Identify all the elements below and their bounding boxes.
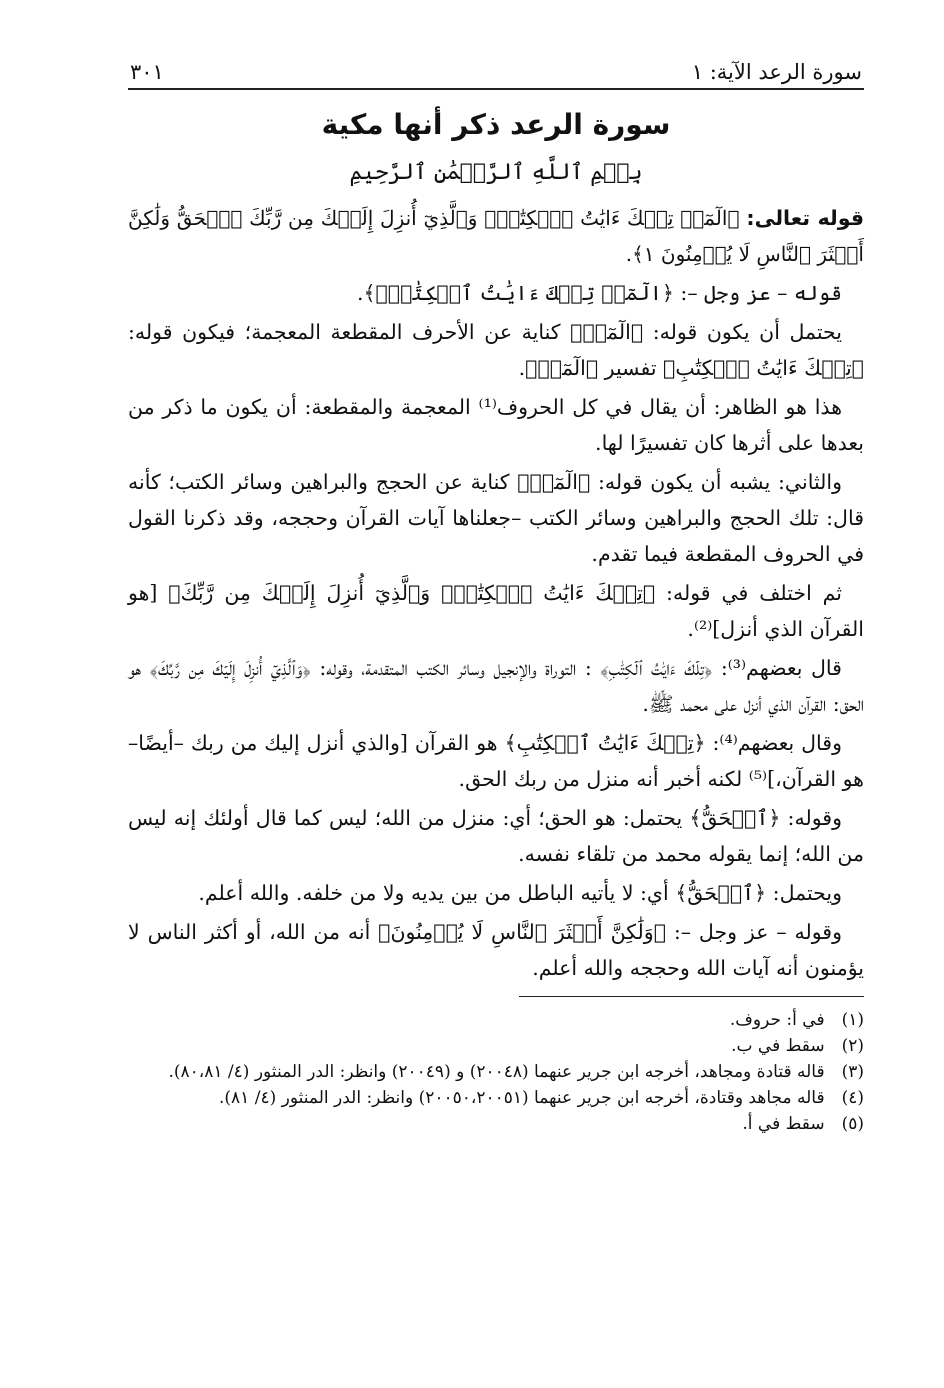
paragraph-6: قال بعضهم⁽³⁾: ﴿تِلۡكَ ءَايَٰتُ ٱلۡكِتَٰبِ﴾ : التوراة والإنجيل وسائر الكتب المتقدمة، وقوله: ﴿وَٱلَّذِيٓ أُنزِلَ إِلَيۡكَ مِن رَّبِّكَ﴾ هو الحق: القرآن الذي أنزل على محمد ﷺ. <box>128 656 864 716</box>
footnote <box>128 1059 864 1085</box>
paragraph-4: والثاني: يشبه أن يكون قوله: ﴿الٓمٓرۚ﴾ كناية عن الحجج والبراهين وسائر الكتب؛ كأنه قال: تلك الحجج والبراهين وسائر الكتب –جعلناها آيات القرآن وحججه، وقد ذكرنا القول في الحروف المقطعة فيما تقدم. <box>128 470 864 566</box>
book-page <box>128 50 864 1137</box>
paragraph-10: وقوله – عز وجل –: ﴿وَلَٰكِنَّ أَكۡثَرَ ٱلنَّاسِ لَا يُؤۡمِنُونَ﴾ أنه من الله، أو أكثر الناس لا يؤمنون أنه آيات الله وحججه والله أعلم. <box>128 920 864 980</box>
header-surah: سورة الرعد الآية: ١ <box>691 60 862 84</box>
footnote-text: قاله قتادة ومجاهد، أخرجه ابن جرير عنهما (٢٠٠٤٨) و (٢٠٠٤٩) وانظر: الدر المنثور (٤/ ٨٠،٨١). <box>168 1062 825 1082</box>
running-header <box>128 50 864 90</box>
page-title: سورة الرعد ذكر أنها مكية <box>321 108 671 141</box>
paragraph-2: يحتمل أن يكون قوله: ﴿الٓمٓرۚ﴾ كناية عن الأحرف المقطعة المعجمة؛ فيكون قوله: ﴿تِلۡكَ ءَايَٰتُ ٱلۡكِتَٰبِ﴾ تفسير ﴿الٓمٓرۚ﴾. <box>128 320 864 380</box>
footnote-number: (٤) <box>841 1088 864 1108</box>
basmala: بِسۡمِ ٱللَّهِ ٱلرَّحۡمَٰنِ ٱلرَّحِيمِ <box>349 160 643 185</box>
verse-paragraph <box>128 200 864 272</box>
paragraph-3: هذا هو الظاهر: أن يقال في كل الحروف⁽¹⁾ المعجمة والمقطعة: أن يكون ما ذكر من بعدها على أثرها كان تفسيرًا لها. <box>128 395 864 455</box>
footnote <box>128 1033 864 1059</box>
footnote <box>128 1111 864 1137</box>
paragraph-1: قوله – عز وجل –: ﴿الٓمٓرۚ تِلۡكَ ءَايَٰتُ ٱلۡكِتَٰبِۗ﴾. <box>356 281 842 305</box>
footnote <box>128 1085 864 1111</box>
verse-text: ﴿الٓمٓرۚ تِلۡكَ ءَايَٰتُ ٱلۡكِتَٰبِۗ وَٱلَّذِيٓ أُنزِلَ إِلَيۡكَ مِن رَّبِّكَ ٱلۡحَقُّ وَلَٰكِنَّ أَكۡثَرَ ٱلنَّاسِ لَا يُؤۡمِنُونَ ١﴾. <box>128 206 864 266</box>
footnote-number: (٢) <box>841 1036 864 1056</box>
footnote <box>128 1007 864 1033</box>
paragraph-8: وقوله: ﴿ٱلۡحَقُّ﴾ يحتمل: هو الحق؛ أي: منزل من الله؛ ليس كما قال أولئك إنه ليس من الله؛ إنما يقوله محمد من تلقاء نفسه. <box>128 806 864 866</box>
paragraph-5: ثم اختلف في قوله: ﴿تِلۡكَ ءَايَٰتُ ٱلۡكِتَٰبِۗ وَٱلَّذِيٓ أُنزِلَ إِلَيۡكَ مِن رَّبِّكَ﴾ [هو القرآن الذي أنزل]⁽²⁾. <box>128 581 864 641</box>
footnote-text: سقط في أ. <box>742 1114 825 1134</box>
footnote-number: (٥) <box>841 1114 864 1134</box>
header-page-number: ٣٠١ <box>130 60 164 84</box>
footnote-text: سقط في ب. <box>731 1036 825 1056</box>
paragraph-9: ويحتمل: ﴿ٱلۡحَقُّ﴾ أي: لا يأتيه الباطل من بين يديه ولا من خلفه. والله أعلم. <box>198 881 842 905</box>
footnote-number: (٣) <box>841 1062 864 1082</box>
footnotes <box>128 1007 864 1137</box>
verse-lead: قوله تعالى: <box>746 206 864 230</box>
footnote-number: (١) <box>841 1010 864 1030</box>
paragraph-7: وقال بعضهم⁽⁴⁾: ﴿تِلۡكَ ءَايَٰتُ ٱلۡكِتَٰبِ﴾ هو القرآن [والذي أنزل إليك من ربك –أيضًا– هو القرآن،]⁽⁵⁾ لكنه أخبر أنه منزل من ربك الحق. <box>128 731 864 791</box>
footnote-separator <box>519 996 864 997</box>
footnote-text: في أ: حروف. <box>729 1010 825 1030</box>
footnote-text: قاله مجاهد وقتادة، أخرجه ابن جرير عنهما (٢٠٠٥٠،٢٠٠٥١) وانظر: الدر المنثور (٤/ ٨١). <box>219 1088 825 1108</box>
